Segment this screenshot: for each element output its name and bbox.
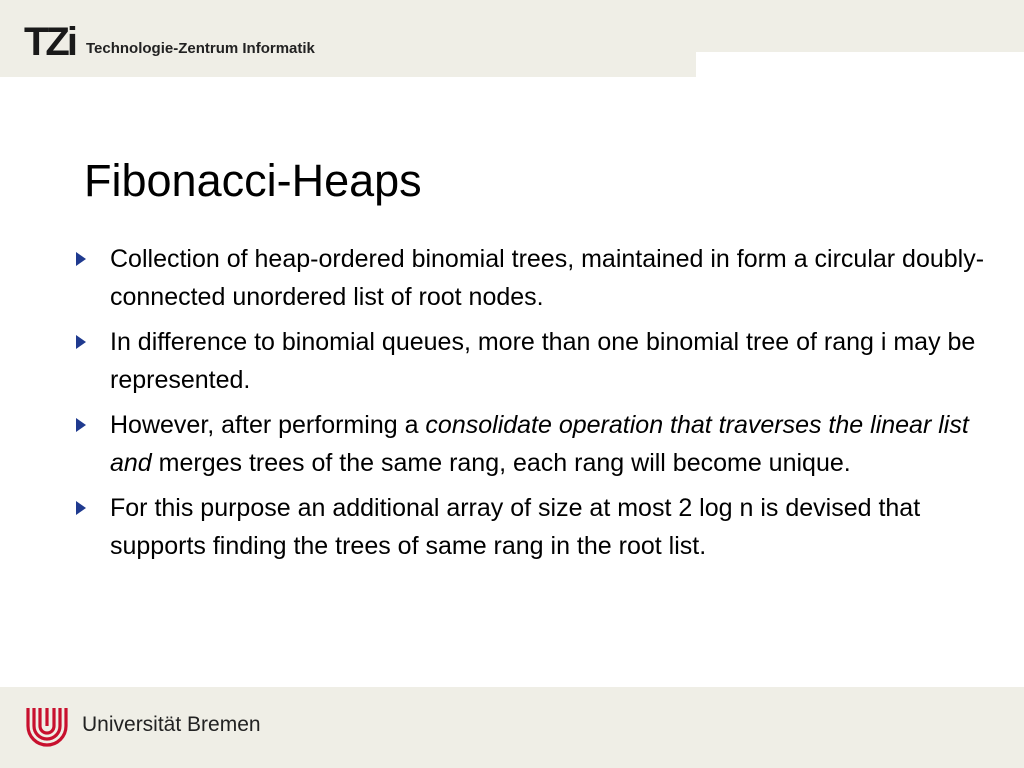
bullet-text-italic: consolidate operation that traverses the linear list and [110,411,969,477]
bullet-item [76,240,986,316]
header-band-right [696,0,1024,52]
slide-title: Fibonacci-Heaps [84,155,422,206]
bullet-text: Collection of heap-ordered binomial trees, maintained in form a circular doubly-connected unordered list of root nodes. [110,245,985,311]
institute-name: Technologie-Zentrum Informatik [86,40,315,57]
bullet-list [76,240,986,572]
header-band [0,0,696,77]
bullet-item [76,489,986,565]
bullet-text: However, after performing a [110,411,426,439]
bullet-text: For this purpose an additional array of size at most 2 log n is devised that supports finding the trees of same rang in the root list. [110,494,921,560]
bullet-arrow-icon [76,252,86,266]
bullet-arrow-icon [76,418,86,432]
university-name: Universität Bremen [82,713,261,736]
bullet-arrow-icon [76,501,86,515]
bullet-arrow-icon [76,335,86,349]
bullet-text: In difference to binomial queues, more than one binomial tree of rang i may be represented. [110,328,976,394]
university-logo-icon [22,704,72,755]
bullet-text: merges trees of the same rang, each rang will become unique. [151,449,851,477]
bullet-item [76,323,986,399]
bullet-item [76,406,986,482]
tzi-logo: TZi [24,20,75,64]
